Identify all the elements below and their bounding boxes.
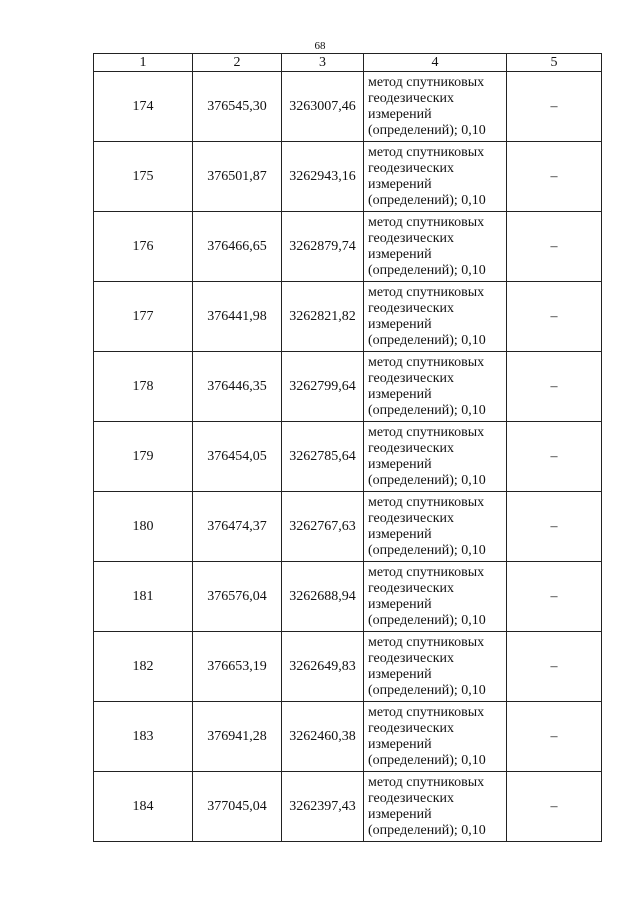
method-text-line: геодезических: [368, 580, 455, 596]
note-cell: [507, 422, 602, 492]
point-number-cell: 179: [94, 422, 193, 492]
method-text-line: (определений); 0,10: [368, 542, 486, 558]
y-coordinate-cell: 3263007,46: [282, 72, 364, 142]
method-text-line: геодезических: [368, 300, 455, 316]
y-coordinate-cell: 3262649,83: [282, 632, 364, 702]
method-text-line: измерений: [368, 806, 432, 822]
note-cell: [507, 212, 602, 282]
method-text-line: (определений); 0,10: [368, 402, 486, 418]
point-number-cell: 184: [94, 772, 193, 842]
note-cell: [507, 492, 602, 562]
dash-mark: –: [550, 588, 558, 604]
method-text-line: геодезических: [368, 160, 455, 176]
table-row: [94, 352, 602, 422]
dash-mark: –: [550, 518, 558, 534]
method-text-line: геодезических: [368, 90, 455, 106]
table-row: [94, 772, 602, 842]
point-number-cell: 182: [94, 632, 193, 702]
method-text-line: (определений); 0,10: [368, 122, 486, 138]
method-text-line: (определений); 0,10: [368, 682, 486, 698]
note-cell: [507, 562, 602, 632]
method-text-line: метод спутниковых: [368, 564, 485, 580]
method-cell: [364, 142, 507, 212]
note-cell: [507, 282, 602, 352]
table-row: [94, 212, 602, 282]
table-body: [94, 72, 602, 842]
note-cell: [507, 72, 602, 142]
table-header-row: [94, 54, 602, 72]
method-cell: [364, 702, 507, 772]
column-header-1: 1: [94, 54, 193, 72]
y-coordinate-cell: 3262821,82: [282, 282, 364, 352]
method-text-line: (определений); 0,10: [368, 612, 486, 628]
method-text-line: метод спутниковых: [368, 284, 485, 300]
x-coordinate-cell: 376653,19: [193, 632, 282, 702]
method-text-line: (определений); 0,10: [368, 822, 486, 838]
method-text-line: метод спутниковых: [368, 144, 485, 160]
method-text-line: измерений: [368, 246, 432, 262]
method-cell: [364, 422, 507, 492]
method-text-line: геодезических: [368, 230, 455, 246]
x-coordinate-cell: 376545,30: [193, 72, 282, 142]
table-row: [94, 422, 602, 492]
y-coordinate-cell: 3262397,43: [282, 772, 364, 842]
x-coordinate-cell: 376474,37: [193, 492, 282, 562]
table-row: [94, 562, 602, 632]
method-text-line: геодезических: [368, 650, 455, 666]
dash-mark: –: [550, 728, 558, 744]
method-text-line: метод спутниковых: [368, 634, 485, 650]
point-number-cell: 181: [94, 562, 193, 632]
point-number-cell: 175: [94, 142, 193, 212]
method-text-line: измерений: [368, 106, 432, 122]
method-text-line: (определений); 0,10: [368, 332, 486, 348]
y-coordinate-cell: 3262799,64: [282, 352, 364, 422]
x-coordinate-cell: 376576,04: [193, 562, 282, 632]
method-cell: [364, 492, 507, 562]
point-number-cell: 174: [94, 72, 193, 142]
method-text-line: метод спутниковых: [368, 74, 485, 90]
method-cell: [364, 772, 507, 842]
note-cell: [507, 142, 602, 212]
method-text-line: измерений: [368, 316, 432, 332]
y-coordinate-cell: 3262943,16: [282, 142, 364, 212]
method-text-line: метод спутниковых: [368, 494, 485, 510]
method-text-line: геодезических: [368, 720, 455, 736]
dash-mark: –: [550, 238, 558, 254]
x-coordinate-cell: 377045,04: [193, 772, 282, 842]
x-coordinate-cell: 376441,98: [193, 282, 282, 352]
method-text-line: (определений); 0,10: [368, 192, 486, 208]
dash-mark: –: [550, 798, 558, 814]
dash-mark: –: [550, 168, 558, 184]
method-text-line: геодезических: [368, 370, 455, 386]
table-row: [94, 72, 602, 142]
point-number-cell: 178: [94, 352, 193, 422]
method-text-line: (определений); 0,10: [368, 472, 486, 488]
method-text-line: геодезических: [368, 790, 455, 806]
method-text-line: измерений: [368, 596, 432, 612]
x-coordinate-cell: 376466,65: [193, 212, 282, 282]
dash-mark: –: [550, 658, 558, 674]
method-text-line: метод спутниковых: [368, 354, 485, 370]
x-coordinate-cell: 376941,28: [193, 702, 282, 772]
column-header-2: 2: [193, 54, 282, 72]
y-coordinate-cell: 3262688,94: [282, 562, 364, 632]
x-coordinate-cell: 376501,87: [193, 142, 282, 212]
x-coordinate-cell: 376454,05: [193, 422, 282, 492]
method-cell: [364, 352, 507, 422]
y-coordinate-cell: 3262785,64: [282, 422, 364, 492]
dash-mark: –: [550, 98, 558, 114]
dash-mark: –: [550, 308, 558, 324]
table-row: [94, 492, 602, 562]
point-number-cell: 180: [94, 492, 193, 562]
column-header-5: 5: [507, 54, 602, 72]
y-coordinate-cell: 3262767,63: [282, 492, 364, 562]
note-cell: [507, 772, 602, 842]
method-cell: [364, 72, 507, 142]
method-cell: [364, 212, 507, 282]
method-text-line: метод спутниковых: [368, 774, 485, 790]
point-number-cell: 177: [94, 282, 193, 352]
dash-mark: –: [550, 378, 558, 394]
method-text-line: измерений: [368, 386, 432, 402]
point-number-cell: 183: [94, 702, 193, 772]
method-text-line: измерений: [368, 666, 432, 682]
note-cell: [507, 702, 602, 772]
note-cell: [507, 632, 602, 702]
method-text-line: измерений: [368, 176, 432, 192]
method-text-line: метод спутниковых: [368, 214, 485, 230]
method-text-line: (определений); 0,10: [368, 262, 486, 278]
method-cell: [364, 632, 507, 702]
method-cell: [364, 282, 507, 352]
point-number-cell: 176: [94, 212, 193, 282]
method-text-line: измерений: [368, 526, 432, 542]
method-text-line: измерений: [368, 456, 432, 472]
column-header-3: 3: [282, 54, 364, 72]
dash-mark: –: [550, 448, 558, 464]
method-text-line: геодезических: [368, 440, 455, 456]
coordinates-table: [93, 53, 602, 842]
table-row: [94, 282, 602, 352]
method-text-line: геодезических: [368, 510, 455, 526]
y-coordinate-cell: 3262879,74: [282, 212, 364, 282]
method-text-line: метод спутниковых: [368, 424, 485, 440]
method-text-line: измерений: [368, 736, 432, 752]
method-cell: [364, 562, 507, 632]
x-coordinate-cell: 376446,35: [193, 352, 282, 422]
table-row: [94, 632, 602, 702]
note-cell: [507, 352, 602, 422]
method-text-line: метод спутниковых: [368, 704, 485, 720]
method-text-line: (определений); 0,10: [368, 752, 486, 768]
page-number: 68: [314, 40, 326, 52]
table-row: [94, 142, 602, 212]
y-coordinate-cell: 3262460,38: [282, 702, 364, 772]
table-row: [94, 702, 602, 772]
column-header-4: 4: [364, 54, 507, 72]
